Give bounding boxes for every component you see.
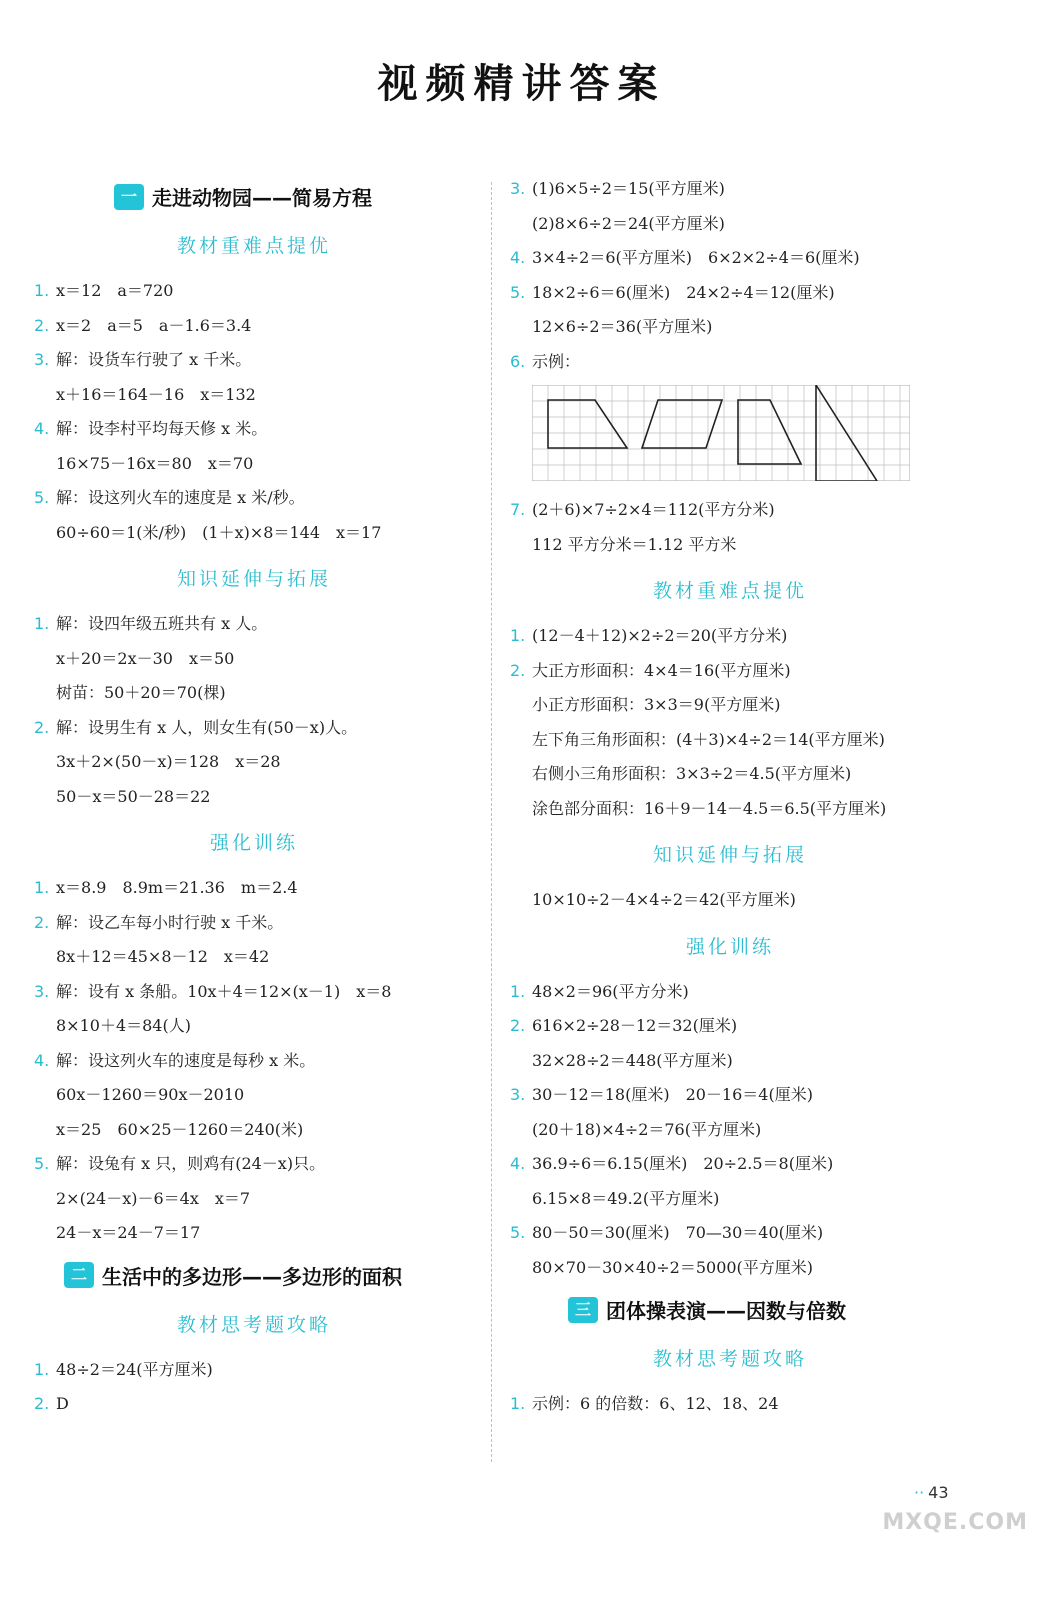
answer-line (510, 792, 1010, 827)
answer-text: (2)8×6÷2＝24(平方厘米) (532, 213, 725, 233)
question-number: 5. (34, 1154, 50, 1173)
answer-text: 80－50＝30(厘米) 70—30＝40(厘米) (532, 1223, 824, 1242)
answer-text: 12×6÷2＝36(平方厘米) (532, 317, 713, 336)
answer-list (510, 619, 1010, 826)
answer-line (510, 1113, 1010, 1148)
unit-1-title: 走进动物园——简易方程 (152, 186, 372, 210)
left-column (34, 172, 474, 1422)
answer-text: (1)6×5÷2＝15(平方厘米) (532, 179, 725, 198)
answer-line (34, 1216, 474, 1251)
question-number: 5. (34, 488, 50, 507)
answer-line (510, 493, 1010, 528)
section-heading: 教材思考题攻略 (652, 1348, 807, 1370)
question-number: 1. (34, 281, 50, 300)
section-heading: 教材重难点提优 (652, 580, 807, 602)
question-number: 7. (510, 500, 526, 519)
page-dots-icon: ·· (914, 1483, 925, 1502)
answer-line (510, 723, 1010, 758)
column-divider (491, 182, 492, 1462)
section-heading: 知识延伸与拓展 (652, 844, 807, 866)
answer-line (510, 1147, 1010, 1182)
answer-line (510, 528, 1010, 563)
answer-text: 涂色部分面积：16＋9－14－4.5＝6.5(平方厘米) (532, 798, 887, 818)
unit-3-badge: 三 (568, 1297, 598, 1323)
answer-text: 小正方形面积：3×3＝9(平方厘米) (532, 695, 781, 714)
answer-line (34, 1078, 474, 1113)
question-number: 2. (34, 1394, 50, 1413)
answer-line (34, 975, 474, 1010)
question-number: 5. (510, 1223, 526, 1242)
answer-text: 10×10÷2－4×4÷2＝42(平方厘米) (532, 890, 796, 909)
answer-text: x＝8.9 8.9m＝21.36 m＝2.4 (56, 878, 298, 897)
answer-text: 解：设有 x 条船。10x＋4＝12×(x－1) x＝8 (56, 981, 392, 1001)
answer-line (34, 676, 474, 711)
unit-2-title: 生活中的多边形——多边形的面积 (102, 1264, 402, 1289)
answer-line (34, 516, 474, 551)
answer-line (34, 1009, 474, 1044)
section-heading: 教材重难点提优 (176, 235, 331, 257)
answer-text: 48÷2＝24(平方厘米) (56, 1359, 213, 1379)
section-heading: 知识延伸与拓展 (176, 568, 331, 590)
answer-text: 24－x＝24－7＝17 (56, 1223, 201, 1242)
answer-text: 示例：6 的倍数：6、12、18、24 (532, 1394, 779, 1413)
question-number: 4. (510, 1154, 526, 1173)
answer-text: (2＋6)×7÷2×4＝112(平方分米) (532, 500, 775, 519)
answer-list (34, 1353, 474, 1422)
answer-text: 解：设男生有 x 人，则女生有(50－x)人。 (56, 717, 358, 737)
section-heading: 强化训练 (209, 832, 298, 854)
answer-list (510, 1387, 1010, 1422)
right-column (510, 172, 1010, 1422)
answer-list (510, 172, 1010, 379)
answer-line (510, 345, 1010, 380)
shapes-grid-figure (532, 385, 1010, 485)
answer-text: 解：设兔有 x 只，则鸡有(24－x)只。 (56, 1154, 326, 1173)
answer-text: x＝12 a＝720 (56, 281, 174, 300)
answer-text: x＋16＝164－16 x＝132 (56, 384, 256, 404)
answer-line (34, 780, 474, 815)
answer-text: x＝25 60×25－1260＝240(米) (56, 1119, 304, 1139)
question-number: 2. (34, 315, 50, 335)
answer-line (34, 343, 474, 378)
answer-text: 左下角三角形面积：(4＋3)×4÷2＝14(平方厘米) (532, 729, 885, 749)
answer-text: 80×70－30×40÷2＝5000(平方厘米) (532, 1257, 814, 1277)
answer-line (510, 1251, 1010, 1286)
answer-list (34, 871, 474, 1251)
answer-line (34, 1182, 474, 1217)
answer-line (510, 310, 1010, 345)
answer-line (34, 607, 474, 642)
answer-line (510, 1044, 1010, 1079)
question-number: 1. (34, 878, 50, 897)
answer-line (34, 309, 474, 344)
answer-line (510, 975, 1010, 1010)
answer-text: 3x＋2×(50－x)＝128 x＝28 (56, 752, 281, 771)
answer-text: 解：设乙车每小时行驶 x 千米。 (56, 912, 284, 932)
answer-text: 16×75－16x＝80 x＝70 (56, 453, 254, 473)
answer-text: 112 平方分米＝1.12 平方米 (532, 534, 737, 554)
answer-line (510, 654, 1010, 689)
answer-text: 树苗：50＋20＝70(棵) (56, 683, 226, 702)
answer-text: 616×2÷28－12＝32(厘米) (532, 1016, 738, 1035)
answer-text: 36.9÷6＝6.15(厘米) 20÷2.5＝8(厘米) (532, 1154, 834, 1173)
question-number: 4. (34, 1050, 50, 1070)
answer-text: 3×4÷2＝6(平方厘米) 6×2×2÷4＝6(厘米) (532, 248, 860, 267)
answer-line (510, 1009, 1010, 1044)
unit-1-badge: 一 (114, 184, 144, 210)
section-heading: 强化训练 (685, 935, 774, 958)
unit-3-title: 团体操表演——因数与倍数 (606, 1299, 846, 1323)
answer-text: 解：设这列火车的速度是 x 米/秒。 (56, 488, 305, 507)
answer-list (510, 975, 1010, 1286)
answer-line (510, 757, 1010, 792)
answer-line (34, 274, 474, 309)
question-number: 1. (510, 1394, 526, 1413)
page-number: ·· 43 (914, 1483, 949, 1502)
question-number: 6. (510, 351, 526, 371)
question-number: 2. (34, 912, 50, 932)
answer-line (34, 378, 474, 413)
answer-list (34, 274, 474, 550)
question-number: 3. (34, 350, 50, 369)
answer-text: 8x＋12＝45×8－12 x＝42 (56, 947, 270, 966)
answer-text: 18×2÷6＝6(厘米) 24×2÷4＝12(厘米) (532, 282, 835, 302)
answer-line (34, 1353, 474, 1388)
answer-line (34, 642, 474, 677)
answer-text: x＋20＝2x－30 x＝50 (56, 648, 235, 668)
question-number: 2. (510, 1016, 526, 1035)
answer-line (34, 412, 474, 447)
unit-2-badge: 二 (64, 1262, 94, 1288)
answer-line (34, 1044, 474, 1079)
question-number: 3. (510, 179, 526, 198)
answer-text: D (56, 1394, 69, 1413)
answer-line (510, 1216, 1010, 1251)
answer-line (510, 619, 1010, 654)
section-heading: 教材思考题攻略 (176, 1313, 331, 1336)
answer-text: 60÷60＝1(米/秒) (1＋x)×8＝144 x＝17 (56, 522, 382, 542)
answer-text: 示例： (532, 351, 581, 371)
answer-text: 32×28÷2＝448(平方厘米) (532, 1050, 733, 1070)
question-number: 3. (34, 981, 50, 1001)
question-number: 2. (34, 717, 50, 737)
unit-2-heading (64, 1261, 474, 1290)
grid-drawing (532, 385, 910, 481)
answer-text: 解：设四年级五班共有 x 人。 (56, 614, 268, 633)
answer-list (510, 883, 1010, 918)
answer-line (34, 447, 474, 482)
question-number: 1. (34, 614, 50, 633)
question-number: 1. (510, 626, 526, 645)
answer-line (34, 1113, 474, 1148)
question-number: 5. (510, 282, 526, 302)
answer-text: (12－4＋12)×2÷2＝20(平方分米) (532, 626, 788, 645)
answer-line (510, 276, 1010, 311)
answer-line (510, 883, 1010, 918)
answer-text: (20＋18)×4÷2＝76(平方厘米) (532, 1119, 762, 1139)
answer-text: 大正方形面积：4×4＝16(平方厘米) (532, 660, 791, 680)
page-title: 视频精讲答案 (377, 61, 666, 107)
answer-line (34, 711, 474, 746)
answer-text: 解：设这列火车的速度是每秒 x 米。 (56, 1050, 316, 1070)
answer-line (510, 172, 1010, 207)
question-number: 4. (34, 419, 50, 438)
answer-text: 右侧小三角形面积：3×3÷2＝4.5(平方厘米) (532, 764, 852, 783)
answer-line (34, 940, 474, 975)
answer-line (510, 1182, 1010, 1217)
answer-text: 30－12＝18(厘米) 20－16＝4(厘米) (532, 1085, 813, 1104)
answer-line (510, 241, 1010, 276)
answer-line (34, 1387, 474, 1422)
answer-line (34, 1147, 474, 1182)
answer-line (34, 906, 474, 941)
question-number: 1. (34, 1359, 50, 1379)
answer-line (510, 1387, 1010, 1422)
question-number: 3. (510, 1085, 526, 1104)
answer-line (34, 745, 474, 780)
answer-list (34, 607, 474, 814)
answer-line (34, 481, 474, 516)
answer-line (510, 207, 1010, 242)
answer-text: 8×10＋4＝84(人) (56, 1016, 191, 1035)
answer-line (510, 688, 1010, 723)
watermark: MXQE.COM (882, 1510, 1028, 1535)
answer-text: x＝2 a＝5 a－1.6＝3.4 (56, 315, 252, 335)
answer-text: 6.15×8＝49.2(平方厘米) (532, 1188, 720, 1208)
answer-text: 50－x＝50－28＝22 (56, 786, 211, 806)
question-number: 1. (510, 981, 526, 1001)
answer-line (34, 871, 474, 906)
answer-text: 48×2＝96(平方分米) (532, 981, 689, 1001)
answer-text: 60x－1260＝90x－2010 (56, 1085, 245, 1104)
answer-text: 2×(24－x)－6＝4x x＝7 (56, 1188, 251, 1208)
answer-list (510, 493, 1010, 562)
question-number: 4. (510, 248, 526, 267)
answer-text: 解：设李村平均每天修 x 米。 (56, 419, 268, 438)
unit-1-heading (114, 182, 474, 211)
answer-text: 解：设货车行驶了 x 千米。 (56, 350, 252, 369)
question-number: 2. (510, 660, 526, 680)
unit-3-heading (568, 1295, 1010, 1324)
answer-line (510, 1078, 1010, 1113)
